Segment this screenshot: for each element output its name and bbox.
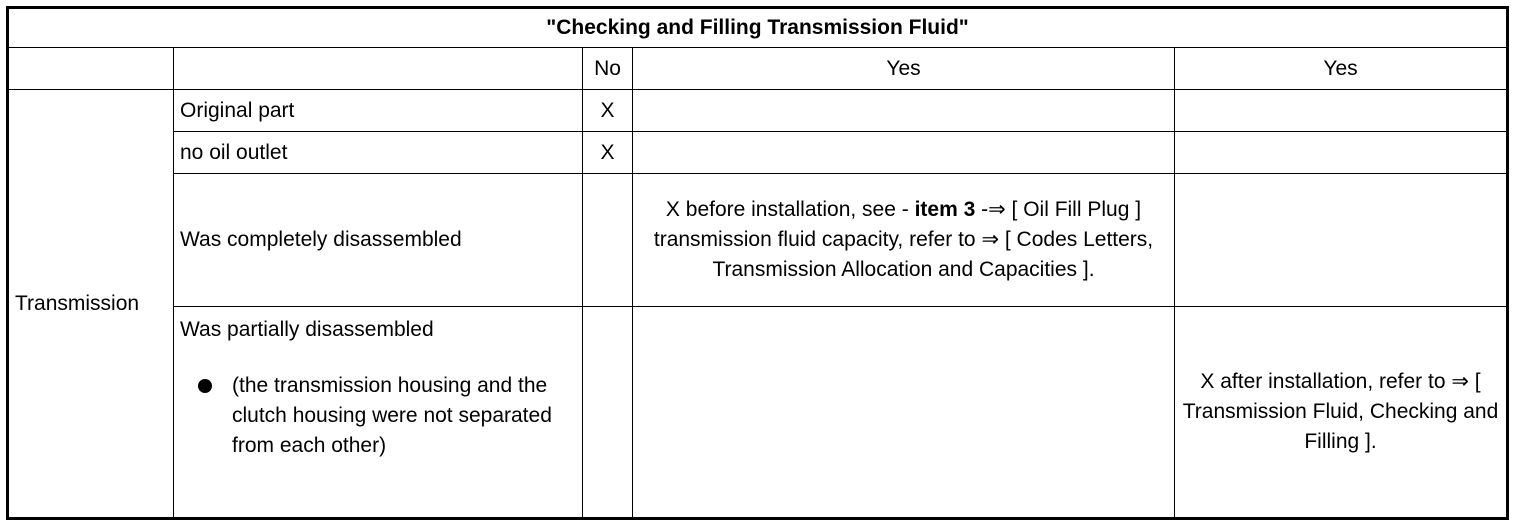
no-cell: X <box>583 90 633 132</box>
instruction-prefix: X before installation, see - <box>665 198 915 221</box>
table-row <box>8 132 1508 174</box>
yes-before-cell <box>633 132 1175 174</box>
table-title: "Checking and Filling Transmission Fluid" <box>8 8 1508 48</box>
yes-before-cell <box>633 90 1175 132</box>
header-yes-before: Yes <box>633 48 1175 90</box>
header-component <box>8 48 174 90</box>
no-cell <box>583 174 633 307</box>
yes-after-cell: X after installation, refer to ⇒ [ Transmission Fluid, Checking and Filling ]. <box>1175 307 1508 519</box>
no-cell: X <box>583 132 633 174</box>
fluid-procedure-table <box>6 6 1509 520</box>
yes-after-cell <box>1175 132 1508 174</box>
yes-before-cell <box>633 307 1175 519</box>
yes-after-cell <box>1175 90 1508 132</box>
item-reference: item 3 <box>914 198 976 221</box>
condition-cell: Was completely disassembled <box>174 174 583 307</box>
header-row <box>8 48 1508 90</box>
bullet-icon <box>198 379 212 393</box>
bullet-item <box>180 371 576 461</box>
condition-cell: no oil outlet <box>174 132 583 174</box>
no-cell <box>583 307 633 519</box>
header-no: No <box>583 48 633 90</box>
yes-before-cell <box>633 174 1175 307</box>
bullet-text: (the transmission housing and the clutch housing were not separated from each other) <box>232 374 552 457</box>
header-condition <box>174 48 583 90</box>
title-row <box>8 8 1508 48</box>
condition-cell: Original part <box>174 90 583 132</box>
table-row <box>8 90 1508 132</box>
row-group-label: Transmission <box>8 90 174 519</box>
instruction-suffix: -⇒ [ Oil Fill Plug ] transmission fluid capacity, refer to ⇒ [ Codes Letters, Transmission Allocation and Capacities ]. <box>653 198 1154 281</box>
table-row <box>8 307 1508 519</box>
header-yes-after: Yes <box>1175 48 1508 90</box>
yes-after-cell <box>1175 174 1508 307</box>
table-row <box>8 174 1508 307</box>
condition-text: Was partially disassembled <box>180 318 434 341</box>
condition-cell <box>174 307 583 519</box>
